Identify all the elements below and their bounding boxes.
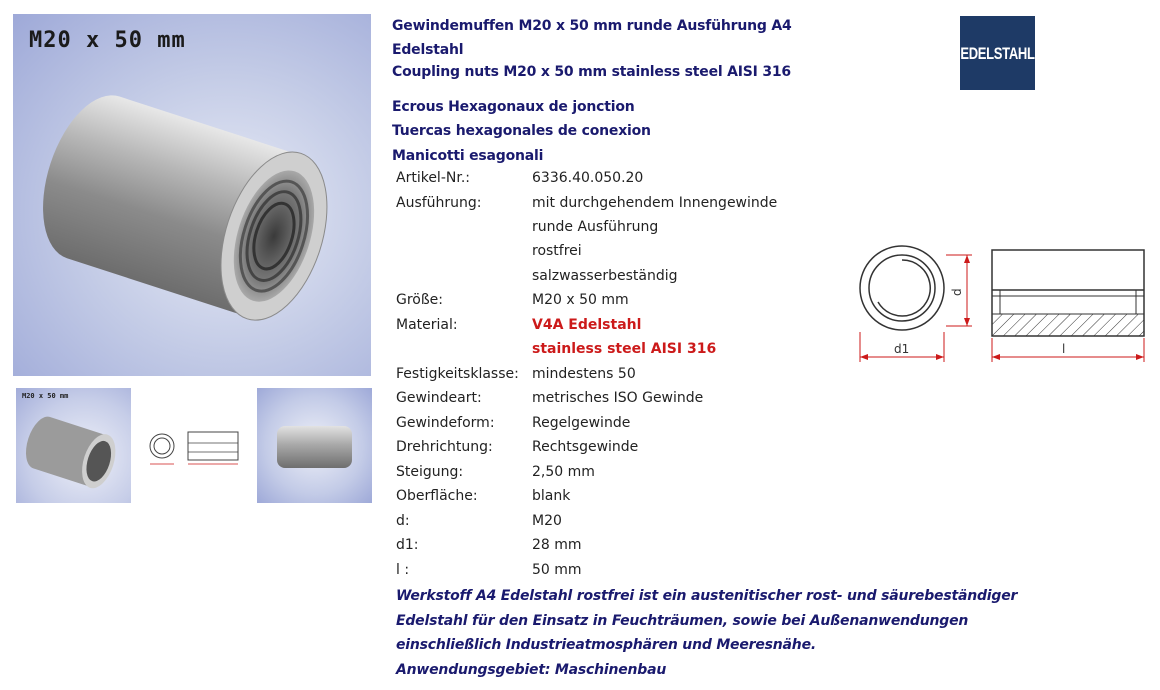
title-es: Tuercas hexagonales de conexion [392, 123, 651, 139]
dimension-label-l: l [1062, 342, 1066, 356]
logo-text: EDELSTAHL [960, 43, 1035, 63]
spec-value: Regelgewinde [532, 415, 631, 431]
thumbnail-size-label: M20 x 50 mm [22, 392, 69, 400]
spec-key: Oberfläche: [396, 488, 478, 504]
thread-arc [878, 260, 930, 316]
spec-value: blank [532, 488, 571, 504]
spec-value: mindestens 50 [532, 366, 636, 382]
thread-circle [869, 255, 935, 321]
section-hatch [992, 314, 1144, 336]
spec-key: Gewindeform: [396, 415, 495, 431]
spec-key: d: [396, 513, 410, 529]
spec-value: metrisches ISO Gewinde [532, 390, 704, 406]
side-view-thumbnail-illustration [257, 388, 372, 503]
coupling-nut-illustration [13, 14, 371, 376]
spec-value: runde Ausführung [532, 219, 659, 235]
title-it: Manicotti esagonali [392, 148, 544, 164]
thumbnail-photo[interactable] [16, 388, 131, 503]
spec-key: d1: [396, 537, 419, 553]
coupling-nut-thumbnail-illustration [16, 388, 131, 503]
edelstahl-logo [960, 16, 1035, 90]
thumbnail-side-view[interactable] [257, 388, 372, 503]
dimension-label-d1: d1 [894, 342, 910, 356]
spec-key: Drehrichtung: [396, 439, 493, 455]
spec-key: Ausführung: [396, 195, 482, 211]
spec-key: Größe: [396, 292, 444, 308]
technical-drawing [850, 240, 1150, 370]
title-de: Gewindemuffen M20 x 50 mm runde Ausführung A4 [392, 18, 792, 34]
spec-key: Festigkeitsklasse: [396, 366, 519, 382]
main-product-image [13, 14, 371, 376]
title-fr: Ecrous Hexagonaux de jonction [392, 99, 635, 115]
spec-value: rostfrei [532, 243, 582, 259]
spec-value: M20 x 50 mm [532, 292, 629, 308]
technical-drawing-thumbnail [136, 388, 251, 503]
spec-key: Artikel-Nr.: [396, 170, 470, 186]
spec-value: 28 mm [532, 537, 582, 553]
spec-value: M20 [532, 513, 562, 529]
description-line: Edelstahl für den Einsatz in Feuchträumen, sowie bei Außenanwendungen [396, 613, 969, 629]
application-area: Anwendungsgebiet: Maschinenbau [396, 662, 667, 678]
spec-value: salzwasserbeständig [532, 268, 678, 284]
spec-value-highlight: stainless steel AISI 316 [532, 341, 717, 357]
spec-value: mit durchgehendem Innengewinde [532, 195, 778, 211]
title-de-cont: Edelstahl [392, 42, 464, 58]
description-line: einschließlich Industrieatmosphären und Meeresnähe. [396, 637, 816, 653]
title-en: Coupling nuts M20 x 50 mm stainless steel AISI 316 [392, 64, 791, 80]
spec-key: Material: [396, 317, 458, 333]
spec-value: Rechtsgewinde [532, 439, 639, 455]
spec-value-highlight: V4A Edelstahl [532, 317, 642, 333]
spec-value: 50 mm [532, 562, 582, 578]
spec-key: Gewindeart: [396, 390, 482, 406]
spec-key: l : [396, 562, 410, 578]
outer-circle [860, 246, 944, 330]
spec-value: 2,50 mm [532, 464, 595, 480]
spec-value: 6336.40.050.20 [532, 170, 644, 186]
description-line: Werkstoff A4 Edelstahl rostfrei ist ein austenitischer rost- und säurebeständiger [396, 588, 1018, 604]
dimension-label-d: d [950, 288, 964, 296]
spec-key: Steigung: [396, 464, 464, 480]
thumbnail-drawing[interactable] [136, 388, 251, 503]
size-label: M20 x 50 mm [29, 28, 186, 53]
